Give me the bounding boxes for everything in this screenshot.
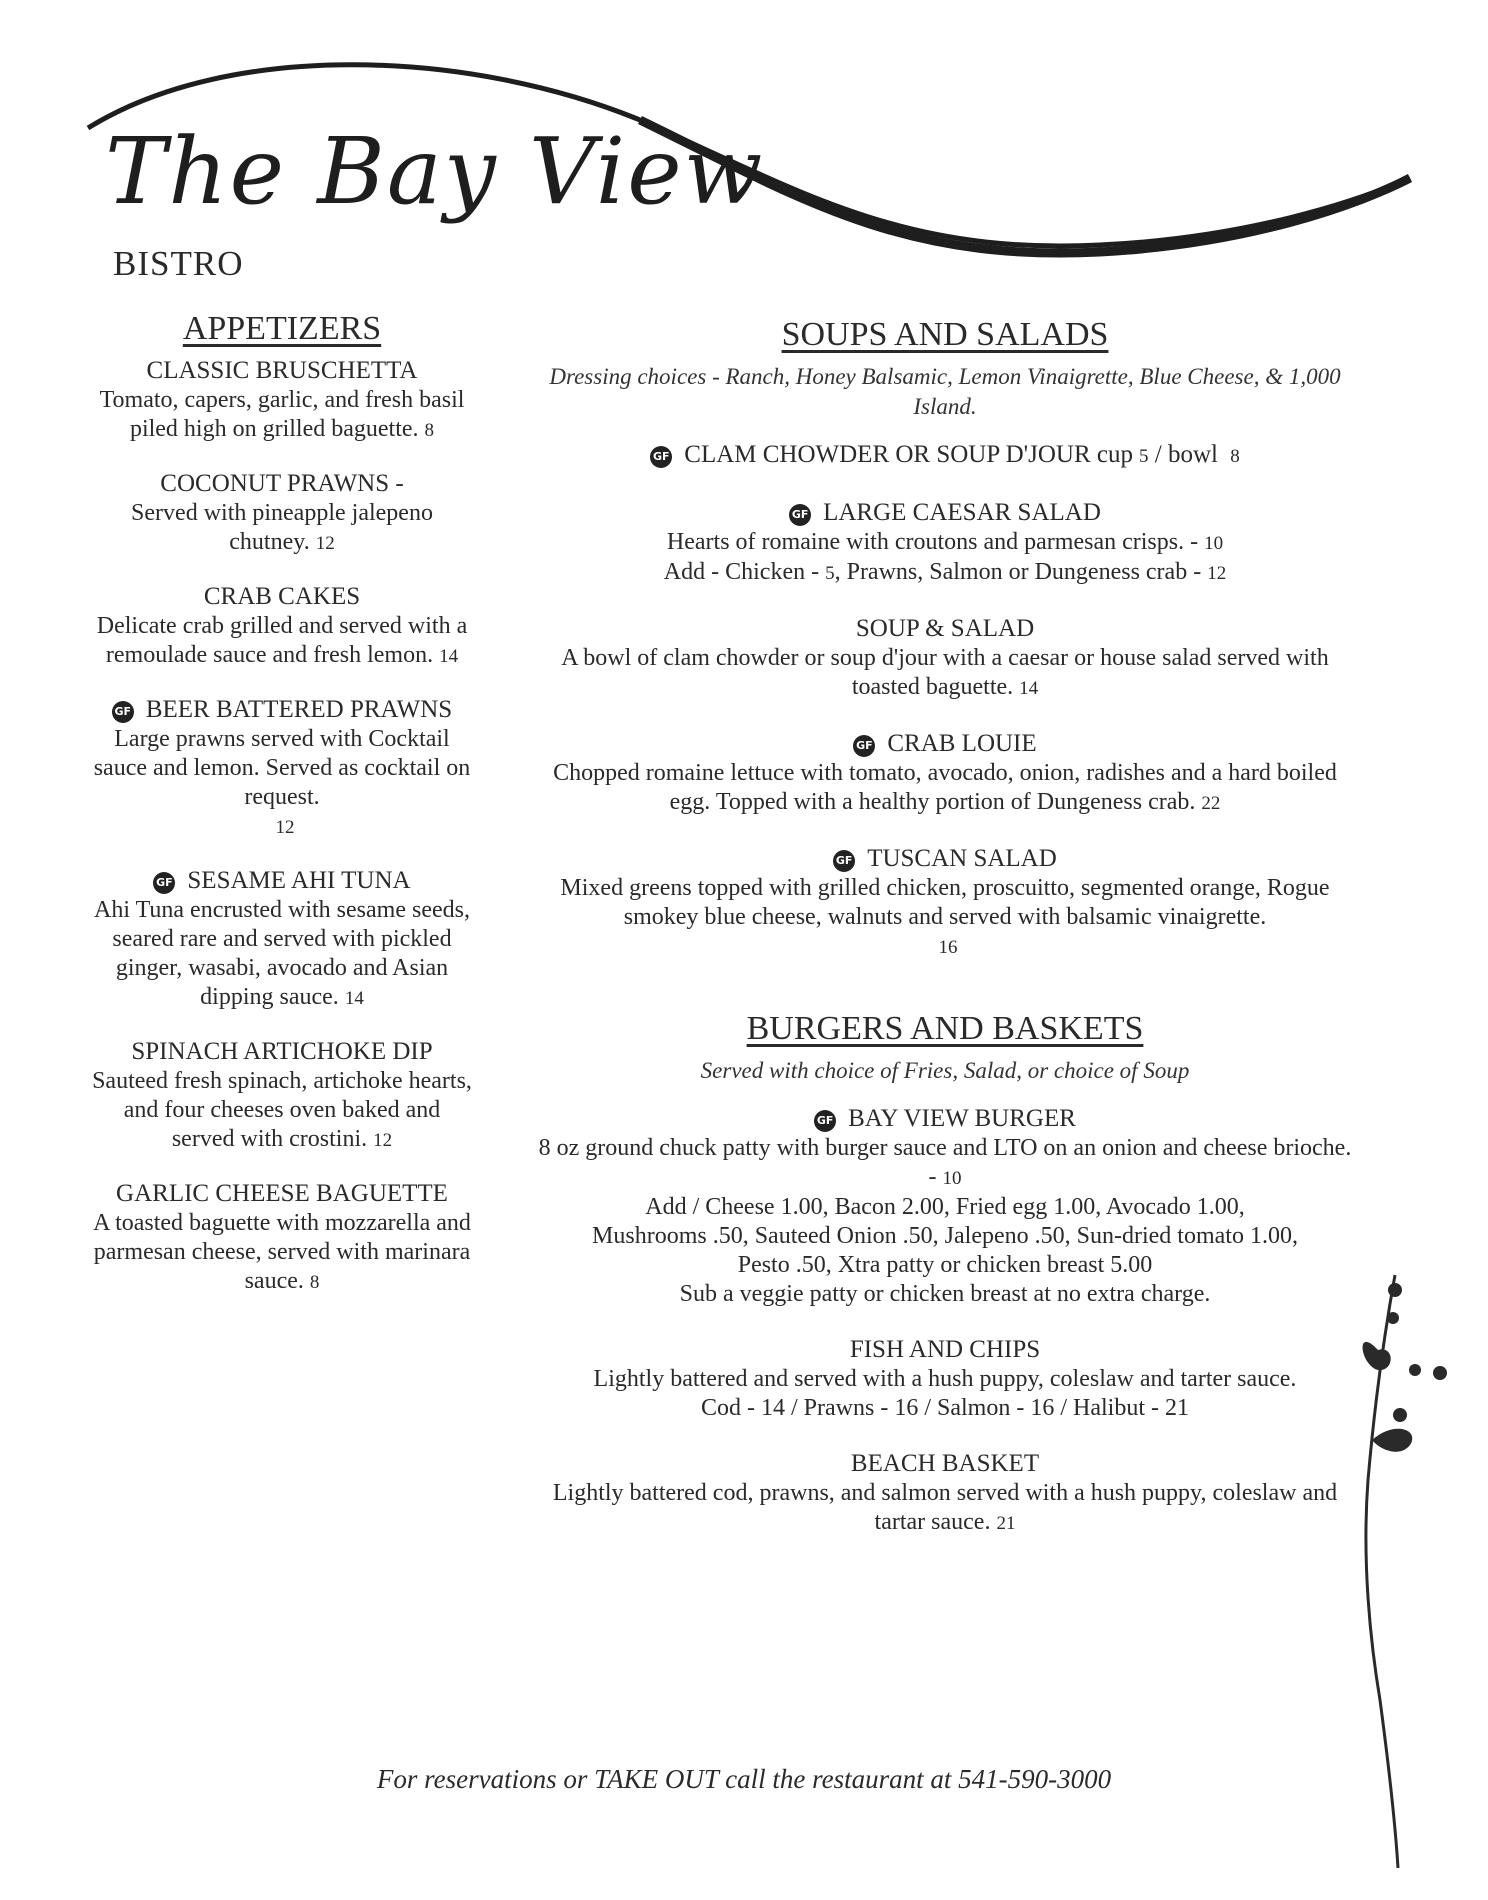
item-name: BEACH BASKET [850, 1450, 1040, 1477]
item-price: 21 [996, 1513, 1016, 1534]
item-price: 10 [1204, 533, 1224, 554]
item-name: SPINACH ARTICHOKE DIP [131, 1038, 433, 1065]
item-price: 14 [344, 988, 364, 1009]
menu-item [530, 1449, 1360, 1538]
gluten-free-icon: GF [814, 1110, 836, 1132]
item-desc: Chopped romaine lettuce with tomato, avocado, onion, radishes and a hard boiled egg. Topped with a healthy portion of Dungeness crab. [553, 760, 1337, 815]
bistro-subtitle: BISTRO [113, 244, 244, 283]
gluten-free-icon: GF [853, 735, 875, 757]
reservation-footer: For reservations or TAKE OUT call the restaurant at 541-590-3000 [376, 1764, 1112, 1794]
item-desc: Tomato, capers, garlic, and fresh basil piled high on grilled baguette. [99, 387, 465, 442]
menu-item [90, 469, 474, 558]
menu-item [530, 729, 1360, 818]
item-desc: Lightly battered and served with a hush puppy, coleslaw and tarter sauce. [593, 1366, 1297, 1392]
item-desc: , Prawns, Salmon or Dungeness crab - [834, 559, 1202, 585]
item-desc: Add - Chicken - [663, 559, 820, 585]
dressing-choices: Dressing choices - Ranch, Honey Balsamic, Lemon Vinaigrette, Blue Cheese, & 1,000 Island. [549, 364, 1341, 419]
item-desc: Sauteed fresh spinach, artichoke hearts, and four cheeses oven baked and served with crostini. [92, 1068, 472, 1152]
soups-salads-section [530, 316, 1360, 1564]
item-price: 22 [1201, 793, 1221, 814]
item-price: 8 [1230, 446, 1240, 467]
item-sep: / bowl [1148, 441, 1225, 468]
item-desc: Ahi Tuna encrusted with sesame seeds, seared rare and served with pickled ginger, wasabi, avocado and Asian dipping sauce. [94, 897, 470, 1010]
item-price: 12 [275, 817, 295, 838]
item-name: LARGE CAESAR SALAD [823, 499, 1101, 526]
item-addons: Add / Cheese 1.00, Bacon 2.00, Fried egg 1.00, Avocado 1.00, [645, 1194, 1245, 1220]
burgers-section [530, 1010, 1360, 1538]
menu-item [90, 866, 474, 1013]
menu-item [90, 695, 474, 842]
item-addons: Mushrooms .50, Sauteed Onion .50, Jalepeno .50, Sun-dried tomato 1.00, [592, 1223, 1298, 1249]
item-price: 5 [825, 563, 835, 584]
gluten-free-icon: GF [650, 446, 672, 468]
item-desc: Served with pineapple jalepeno chutney. [131, 500, 433, 555]
item-price: 12 [373, 1130, 393, 1151]
item-name: CLAM CHOWDER OR SOUP D'JOUR cup [684, 441, 1134, 468]
item-desc: Lightly battered cod, prawns, and salmon served with a hush puppy, coleslaw and tartar sauce. [552, 1480, 1338, 1535]
item-price: 10 [942, 1168, 962, 1189]
item-desc: 8 oz ground chuck patty with burger sauce and LTO on an onion and cheese brioche. - [538, 1135, 1352, 1190]
item-name: BAY VIEW BURGER [848, 1105, 1076, 1132]
item-name: CRAB LOUIE [887, 730, 1037, 757]
item-name: SESAME AHI TUNA [187, 867, 411, 894]
item-desc: Mixed greens topped with grilled chicken, proscuitto, segmented orange, Rogue smokey blue cheese, walnuts and served with balsamic vinaigrette. [560, 875, 1330, 930]
item-name: GARLIC CHEESE BAGUETTE [116, 1180, 448, 1207]
burgers-subtitle: Served with choice of Fries, Salad, or choice of Soup [700, 1058, 1190, 1083]
item-name: CLASSIC BRUSCHETTA [146, 357, 418, 384]
item-name: BEER BATTERED PRAWNS [145, 696, 453, 723]
restaurant-logo: The Bay View [105, 118, 765, 225]
menu-item [530, 614, 1360, 703]
item-price: 16 [938, 937, 958, 958]
gluten-free-icon: GF [112, 701, 134, 723]
item-price: 14 [439, 646, 459, 667]
item-price: 12 [1207, 563, 1227, 584]
item-desc: A bowl of clam chowder or soup d'jour with a caesar or house salad served with toasted baguette. [561, 645, 1329, 700]
menu-item [90, 356, 474, 445]
item-desc: Delicate crab grilled and served with a remoulade sauce and fresh lemon. [96, 613, 468, 668]
gluten-free-icon: GF [789, 504, 811, 526]
item-price: Cod - 14 / Prawns - 16 / Salmon - 16 / Halibut - 21 [701, 1395, 1189, 1421]
item-note: Sub a veggie patty or chicken breast at no extra charge. [679, 1281, 1211, 1307]
appetizers-title: APPETIZERS [182, 310, 382, 347]
item-price: 8 [424, 420, 435, 441]
item-desc: Large prawns served with Cocktail sauce and lemon. Served as cocktail on request. [93, 726, 471, 810]
burgers-title: BURGERS AND BASKETS [746, 1010, 1144, 1047]
item-addons: Pesto .50, Xtra patty or chicken breast 5.00 [737, 1252, 1153, 1278]
item-name: CRAB CAKES [203, 583, 361, 610]
menu-item [90, 1179, 474, 1297]
menu-item [530, 844, 1360, 962]
gluten-free-icon: GF [833, 850, 855, 872]
item-name: TUSCAN SALAD [867, 845, 1057, 872]
menu-item [90, 1037, 474, 1155]
item-name: COCONUT PRAWNS - [160, 470, 404, 497]
item-desc: Hearts of romaine with croutons and parmesan crisps. - [666, 529, 1199, 555]
item-price: 8 [309, 1272, 320, 1293]
menu-item [90, 582, 474, 671]
menu-item [530, 498, 1360, 588]
menu-item [530, 1335, 1360, 1423]
gluten-free-icon: GF [153, 872, 175, 894]
item-desc: A toasted baguette with mozzarella and parmesan cheese, served with marinara sauce. [93, 1210, 471, 1294]
item-name: FISH AND CHIPS [849, 1336, 1041, 1363]
appetizers-section [90, 310, 474, 1321]
menu-item [530, 440, 1360, 472]
item-price: 5 [1139, 446, 1149, 467]
item-name: SOUP & SALAD [855, 615, 1035, 642]
soups-title: SOUPS AND SALADS [781, 316, 1109, 353]
item-price: 14 [1019, 678, 1039, 699]
item-price: 12 [315, 533, 335, 554]
menu-item [530, 1104, 1360, 1309]
